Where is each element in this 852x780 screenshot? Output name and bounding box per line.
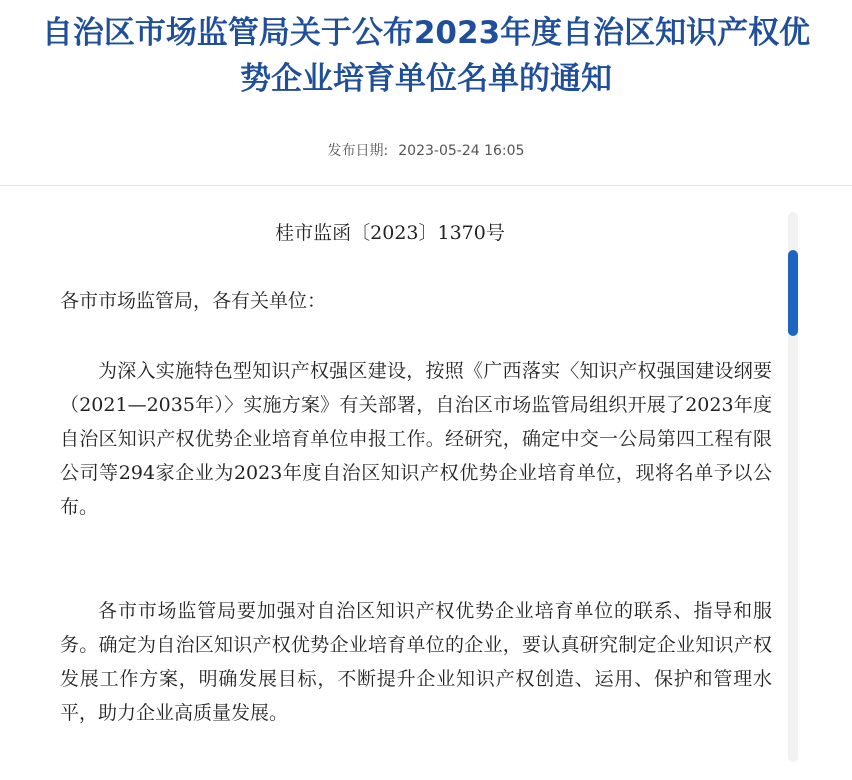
- salutation: 各市市场监管局，各有关单位：: [60, 290, 327, 312]
- page-title: 自治区市场监管局关于公布2023年度自治区知识产权优势企业培育单位名单的通知: [41, 15, 811, 97]
- document-number: 桂市监函〔2023〕1370号: [275, 222, 505, 244]
- publish-date-label: 发布日期:: [327, 143, 389, 159]
- publish-date: 2023-05-24 16:05: [398, 143, 525, 159]
- article-body[interactable]: [0, 186, 852, 780]
- paragraph-1: 为深入实施特色型知识产权强区建设，按照《广西落实〈知识产权强国建设纲要（2021—2035年）〉实施方案》有关部署，自治区市场监管局组织开展了2023年度自治区知识产权优势企业培育单位申报工作。经研究，确定中交一公局第四工程有限公司等294家企业为2023年度自治区知识产权优势企业培育单位，现将名单予以公布。: [60, 360, 772, 518]
- paragraph-2: 各市市场监管局要加强对自治区知识产权优势企业培育单位的联系、指导和服务。确定为自治区知识产权优势企业培育单位的企业，要认真研究制定企业知识产权发展工作方案，明确发展目标，不断提升企业知识产权创造、运用、保护和管理水平，助力企业高质量发展。: [60, 600, 772, 724]
- vertical-scrollbar[interactable]: [788, 212, 798, 762]
- publish-info: [0, 140, 852, 160]
- scrollbar-thumb[interactable]: [788, 250, 798, 336]
